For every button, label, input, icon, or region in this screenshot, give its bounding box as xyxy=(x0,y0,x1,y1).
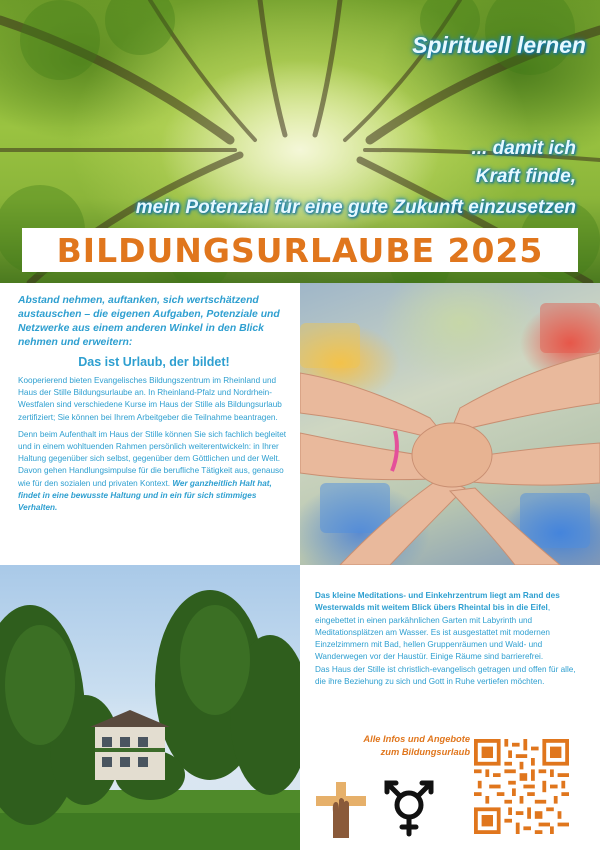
page-title: BILDUNGSURLAUBE 2025 xyxy=(56,230,544,270)
description-paragraph-2: Das Haus der Stille ist christlich-evangelisch getragen und offen für alle, die ihre Beziehung zu sich und Gott in Ruhe vertiefen möchten. xyxy=(315,664,576,687)
description-section xyxy=(315,590,587,688)
hero-line-2: Kraft finde, xyxy=(475,166,576,187)
hero-image xyxy=(0,0,600,283)
cross-hands-icon xyxy=(316,782,366,838)
stacked-hands-graphic xyxy=(300,283,600,565)
intro-paragraph-1: Kooperierend bieten Evangelisches Bildungszentrum im Rheinland und Haus der Stille Bildungsurlaube an. In Rheinland-Pfalz und Nordrhein-Westfalen sind verschiedene Kurse im Haus der Stille als Bildungsurlaub zertifiziert; Sie können bei Ihrem Arbeitgeber die Teilnahme beantragen. xyxy=(18,376,282,422)
gender-symbol-icon xyxy=(381,780,437,838)
house-photo xyxy=(0,565,300,850)
intro-paragraph-2 xyxy=(18,429,290,514)
hero-line-1: ... damit ich xyxy=(471,138,576,159)
description-paragraph-1 xyxy=(315,590,587,664)
info-callout-line-1: Alle Infos und Angebote xyxy=(363,734,470,744)
hero-headline: Spirituell lernen xyxy=(412,32,586,58)
hands-photo xyxy=(300,283,600,565)
info-callout xyxy=(328,733,470,759)
intro-section xyxy=(18,294,290,519)
intro-lead: Abstand nehmen, auftanken, sich wertschätzend austauschen – die eigenen Aufgaben, Potenziale und Netzwerke aus einem anderen Winkel in den Blick nehmen und erweitern: xyxy=(18,295,280,348)
intro-paragraph-2-emphasis: Wer ganzheitlich Halt hat, findet in eine bewusste Haltung und in ein für sich stimmiges Verhalten. xyxy=(18,478,272,513)
title-banner xyxy=(22,228,578,272)
hero-line-3: mein Potenzial für eine gute Zukunft einzusetzen xyxy=(135,197,576,218)
intro-subhead: Das ist Urlaub, der bildet! xyxy=(78,355,230,369)
description-text-1: , eingebettet in einen parkähnlichen Garten mit Labyrinth und Meditationsplätzen am Wasser. Es ist ausgestattet mit modernen Einzelzimmern mit Bad, hellen Gruppenräumen und Wald- und Wanderwegen vor der Haustür. Einige Räume sind barrierefrei. xyxy=(315,603,551,662)
qr-code-icon[interactable] xyxy=(474,739,569,834)
intro-paragraph-2-text: Denn beim Aufenthalt im Haus der Stille können Sie sich fachlich begleitet und in einem wohltuenden Rahmen persönlich weiterentwickeln: in Ihrer Haltung gegenüber sich selbst, gegenüber dem Göttlichen und der Welt. Davon gehen Handlungsimpulse für die berufliche Tätigkeit aus, genauso wie für den sozialen und privaten Kontext. xyxy=(18,429,287,488)
house-garden-graphic xyxy=(0,565,300,850)
info-callout-line-2: zum Bildungsurlaub xyxy=(380,747,470,757)
description-bold: Das kleine Meditations- und Einkehrzentrum liegt am Rand des Westerwalds mit weitem Blick übers Rheintal bis in die Eifel xyxy=(315,591,560,613)
